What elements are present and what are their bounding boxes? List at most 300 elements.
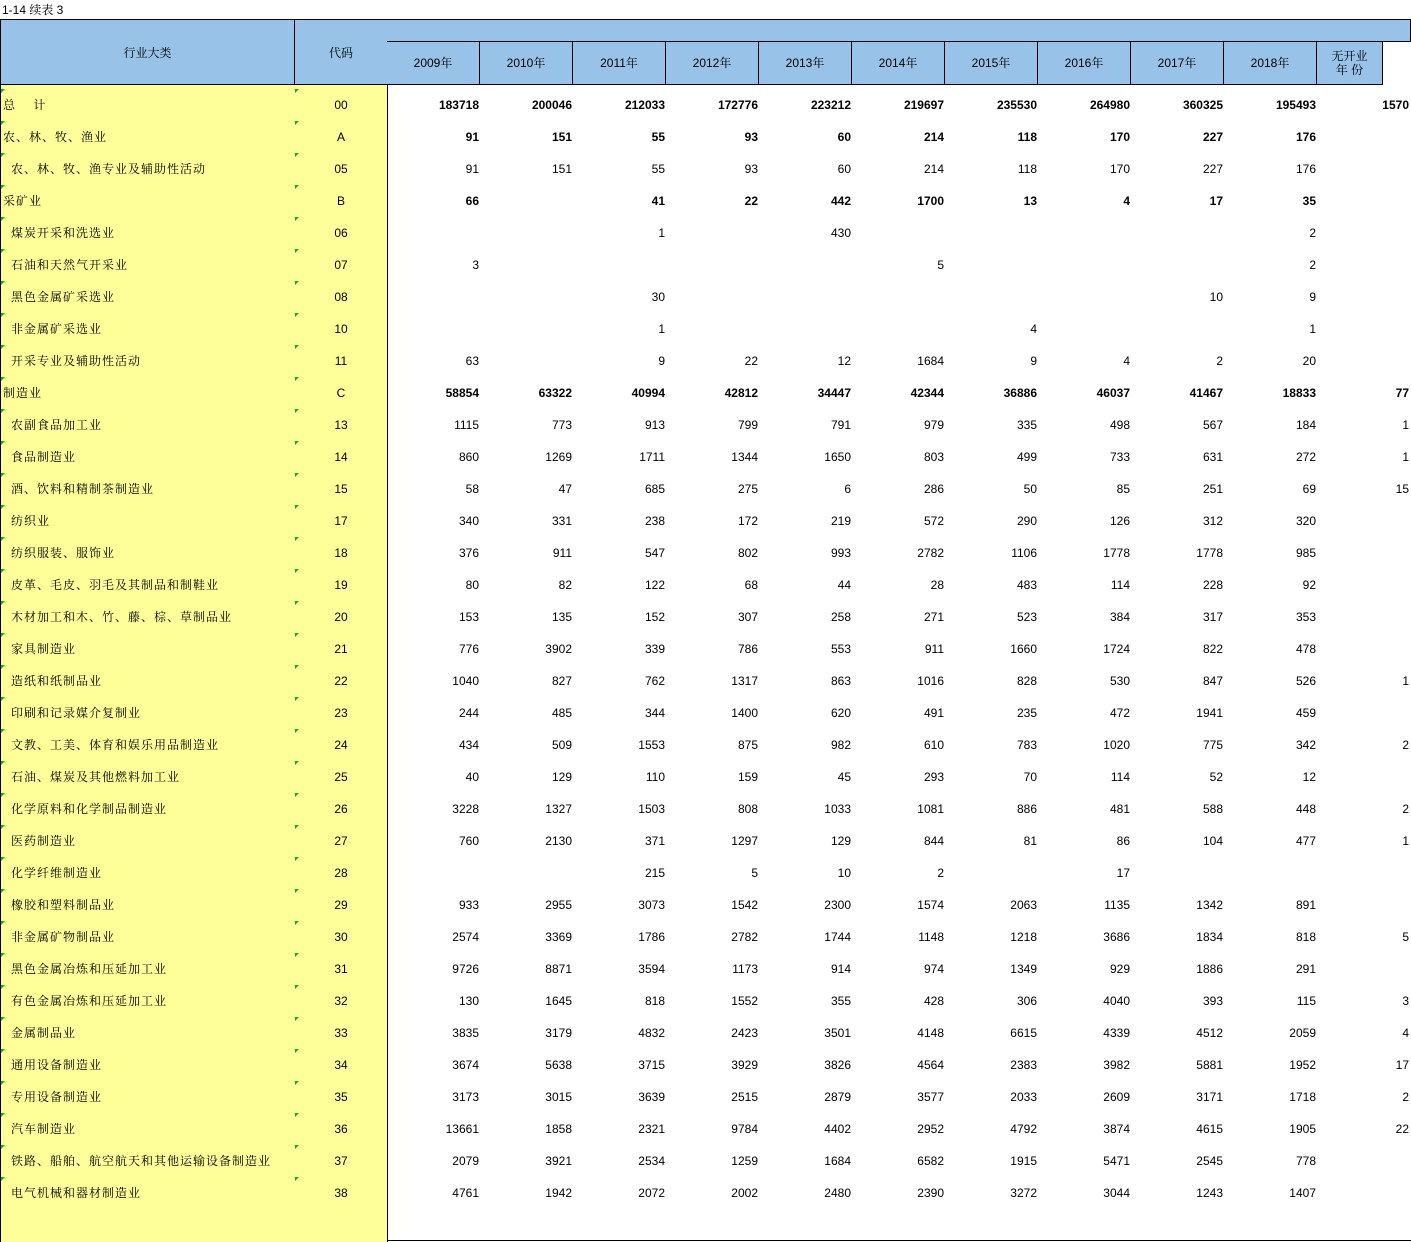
value-cell[interactable]: 22 xyxy=(744,194,758,208)
value-cell[interactable]: 2515 xyxy=(731,1090,758,1104)
value-cell[interactable]: 115 xyxy=(1296,994,1316,1008)
industry-name[interactable]: 煤炭开采和洗选业 xyxy=(11,226,116,240)
value-cell[interactable]: 55 xyxy=(651,162,665,176)
value-cell[interactable]: 799 xyxy=(737,418,758,432)
industry-code[interactable]: 10 xyxy=(334,322,348,336)
value-cell[interactable]: 264980 xyxy=(1089,98,1130,112)
value-cell[interactable]: 3173 xyxy=(452,1090,479,1104)
value-cell[interactable]: 3 xyxy=(472,258,479,272)
value-cell[interactable]: 339 xyxy=(644,642,665,656)
value-cell[interactable]: 340 xyxy=(458,514,479,528)
value-cell[interactable]: 498 xyxy=(1109,418,1130,432)
value-cell[interactable]: 306 xyxy=(1016,994,1037,1008)
value-cell[interactable]: 77 xyxy=(1395,386,1409,400)
value-cell[interactable]: 312 xyxy=(1202,514,1223,528)
value-cell[interactable]: 1 xyxy=(658,322,665,336)
value-cell[interactable]: 1 xyxy=(1402,674,1409,688)
industry-name[interactable]: 印刷和记录媒介复制业 xyxy=(11,706,142,720)
value-cell[interactable]: 219 xyxy=(830,514,851,528)
value-cell[interactable]: 1148 xyxy=(918,930,944,944)
value-cell[interactable]: 66 xyxy=(465,194,479,208)
value-cell[interactable]: 4402 xyxy=(824,1122,851,1136)
value-cell[interactable]: 244 xyxy=(458,706,479,720)
value-cell[interactable]: 1259 xyxy=(731,1154,758,1168)
industry-code[interactable]: 05 xyxy=(334,162,348,176)
value-cell[interactable]: 58854 xyxy=(445,386,479,400)
value-cell[interactable]: 783 xyxy=(1016,738,1037,752)
value-cell[interactable]: 985 xyxy=(1295,546,1316,560)
value-cell[interactable]: 631 xyxy=(1202,450,1223,464)
value-cell[interactable]: 9726 xyxy=(452,962,479,976)
industry-name[interactable]: 化学原料和化学制品制造业 xyxy=(11,802,168,816)
industry-name[interactable]: 橡胶和塑料制品业 xyxy=(11,898,116,912)
value-cell[interactable]: 214 xyxy=(923,130,944,144)
value-cell[interactable]: 80 xyxy=(465,578,479,592)
industry-code[interactable]: 26 xyxy=(334,802,348,816)
industry-code[interactable]: 32 xyxy=(334,994,348,1008)
value-cell[interactable]: 344 xyxy=(644,706,665,720)
value-cell[interactable]: 3501 xyxy=(824,1026,851,1040)
value-cell[interactable]: 4512 xyxy=(1196,1026,1223,1040)
value-cell[interactable]: 9 xyxy=(658,354,665,368)
value-cell[interactable]: 275 xyxy=(737,482,758,496)
value-cell[interactable]: 803 xyxy=(923,450,944,464)
value-cell[interactable]: 172 xyxy=(737,514,758,528)
value-cell[interactable]: 228 xyxy=(1202,578,1223,592)
value-cell[interactable]: 1660 xyxy=(1010,642,1037,656)
value-cell[interactable]: 1297 xyxy=(731,834,758,848)
industry-name[interactable]: 有色金属冶炼和压延加工业 xyxy=(11,994,168,1008)
value-cell[interactable]: 2390 xyxy=(917,1186,944,1200)
header-year[interactable]: 2015年 xyxy=(945,41,1038,85)
industry-name[interactable]: 造纸和纸制品业 xyxy=(11,674,103,688)
value-cell[interactable]: 4564 xyxy=(917,1058,944,1072)
header-year[interactable]: 2012年 xyxy=(666,41,759,85)
industry-code[interactable]: 21 xyxy=(334,642,348,656)
value-cell[interactable]: 886 xyxy=(1016,802,1037,816)
value-cell[interactable]: 92 xyxy=(1302,578,1316,592)
value-cell[interactable]: 335 xyxy=(1016,418,1037,432)
value-cell[interactable]: 3171 xyxy=(1196,1090,1223,1104)
value-cell[interactable]: 2 xyxy=(1402,738,1409,752)
header-year[interactable]: 2018年 xyxy=(1224,41,1317,85)
value-cell[interactable]: 2782 xyxy=(731,930,758,944)
value-cell[interactable]: 85 xyxy=(1116,482,1130,496)
industry-name[interactable]: 非金属矿物制品业 xyxy=(11,930,116,944)
header-year[interactable]: 2014年 xyxy=(852,41,945,85)
value-cell[interactable]: 1 xyxy=(1402,834,1409,848)
industry-name[interactable]: 医药制造业 xyxy=(11,834,77,848)
industry-code[interactable]: 25 xyxy=(334,770,348,784)
value-cell[interactable]: 3826 xyxy=(824,1058,851,1072)
value-cell[interactable]: 459 xyxy=(1295,706,1316,720)
value-cell[interactable]: 974 xyxy=(923,962,944,976)
value-cell[interactable]: 2 xyxy=(1402,1090,1409,1104)
industry-name[interactable]: 食品制造业 xyxy=(11,450,77,464)
value-cell[interactable]: 2955 xyxy=(545,898,572,912)
industry-code[interactable]: 36 xyxy=(334,1122,348,1136)
industry-code[interactable]: B xyxy=(336,194,345,208)
value-cell[interactable]: 2 xyxy=(1216,354,1223,368)
value-cell[interactable]: 911 xyxy=(552,546,572,560)
value-cell[interactable]: 3015 xyxy=(545,1090,572,1104)
industry-name[interactable]: 通用设备制造业 xyxy=(11,1058,103,1072)
industry-name[interactable]: 采矿业 xyxy=(3,194,43,208)
value-cell[interactable]: 286 xyxy=(923,482,944,496)
value-cell[interactable]: 60 xyxy=(837,130,851,144)
value-cell[interactable]: 331 xyxy=(551,514,572,528)
value-cell[interactable]: 60 xyxy=(837,162,851,176)
value-cell[interactable]: 1 xyxy=(1309,322,1316,336)
value-cell[interactable]: 2 xyxy=(1402,802,1409,816)
industry-name[interactable]: 石油和天然气开采业 xyxy=(11,258,129,272)
value-cell[interactable]: 791 xyxy=(830,418,851,432)
industry-code[interactable]: 37 xyxy=(334,1154,348,1168)
value-cell[interactable]: 69 xyxy=(1302,482,1316,496)
header-year[interactable]: 2016年 xyxy=(1038,41,1131,85)
industry-name[interactable]: 木材加工和木、竹、藤、棕、草制品业 xyxy=(11,610,233,624)
value-cell[interactable]: 2609 xyxy=(1103,1090,1130,1104)
value-cell[interactable]: 1858 xyxy=(545,1122,572,1136)
industry-name[interactable]: 农副食品加工业 xyxy=(11,418,103,432)
value-cell[interactable]: 52 xyxy=(1209,770,1223,784)
industry-code[interactable]: 14 xyxy=(334,450,348,464)
value-cell[interactable]: 122 xyxy=(644,578,665,592)
value-cell[interactable]: 271 xyxy=(923,610,944,624)
value-cell[interactable]: 5471 xyxy=(1103,1154,1130,1168)
value-cell[interactable]: 982 xyxy=(830,738,851,752)
value-cell[interactable]: 2063 xyxy=(1010,898,1037,912)
industry-code[interactable]: 00 xyxy=(334,98,348,112)
industry-code[interactable]: 31 xyxy=(334,962,348,976)
industry-name[interactable]: 制造业 xyxy=(3,386,43,400)
value-cell[interactable]: 1033 xyxy=(824,802,851,816)
value-cell[interactable]: 9 xyxy=(1309,290,1316,304)
value-cell[interactable]: 1552 xyxy=(731,994,758,1008)
value-cell[interactable]: 195493 xyxy=(1275,98,1316,112)
industry-code[interactable]: 17 xyxy=(334,514,348,528)
industry-name[interactable]: 总 计 xyxy=(3,98,47,112)
value-cell[interactable]: 135 xyxy=(551,610,572,624)
value-cell[interactable]: 28 xyxy=(930,578,944,592)
value-cell[interactable]: 2033 xyxy=(1010,1090,1037,1104)
value-cell[interactable]: 1744 xyxy=(824,930,851,944)
header-industry[interactable] xyxy=(0,19,295,85)
value-cell[interactable]: 1542 xyxy=(731,898,758,912)
value-cell[interactable]: 1778 xyxy=(1196,546,1223,560)
value-cell[interactable]: 3835 xyxy=(452,1026,479,1040)
value-cell[interactable]: 20 xyxy=(1302,354,1316,368)
value-cell[interactable]: 1941 xyxy=(1196,706,1223,720)
value-cell[interactable]: 9 xyxy=(1030,354,1037,368)
value-cell[interactable]: 3594 xyxy=(638,962,665,976)
value-cell[interactable]: 214 xyxy=(923,162,944,176)
header-year[interactable]: 2017年 xyxy=(1131,41,1224,85)
value-cell[interactable]: 63322 xyxy=(538,386,572,400)
value-cell[interactable]: 153 xyxy=(458,610,479,624)
value-cell[interactable]: 223212 xyxy=(810,98,851,112)
value-cell[interactable]: 572 xyxy=(923,514,944,528)
industry-code[interactable]: 22 xyxy=(334,674,348,688)
value-cell[interactable]: 1915 xyxy=(1010,1154,1037,1168)
value-cell[interactable]: 170 xyxy=(1109,130,1130,144)
value-cell[interactable]: 42344 xyxy=(910,386,944,400)
value-cell[interactable]: 227 xyxy=(1202,130,1223,144)
value-cell[interactable]: 588 xyxy=(1202,802,1223,816)
value-cell[interactable]: 1886 xyxy=(1196,962,1223,976)
value-cell[interactable]: 35 xyxy=(1302,194,1316,208)
value-cell[interactable]: 2574 xyxy=(452,930,479,944)
value-cell[interactable]: 70 xyxy=(1023,770,1037,784)
value-cell[interactable]: 914 xyxy=(830,962,851,976)
industry-code[interactable]: 11 xyxy=(334,354,348,368)
value-cell[interactable]: 251 xyxy=(1202,482,1223,496)
value-cell[interactable]: 118 xyxy=(1017,130,1037,144)
industry-name[interactable]: 专用设备制造业 xyxy=(11,1090,103,1104)
value-cell[interactable]: 6615 xyxy=(1010,1026,1037,1040)
value-cell[interactable]: 2 xyxy=(1309,226,1316,240)
value-cell[interactable]: 428 xyxy=(923,994,944,1008)
value-cell[interactable]: 1711 xyxy=(639,450,665,464)
industry-code[interactable]: 28 xyxy=(334,866,348,880)
value-cell[interactable]: 5 xyxy=(937,258,944,272)
value-cell[interactable]: 1718 xyxy=(1289,1090,1316,1104)
industry-name[interactable]: 文教、工美、体育和娱乐用品制造业 xyxy=(11,738,220,752)
value-cell[interactable]: 933 xyxy=(458,898,479,912)
value-cell[interactable]: 86 xyxy=(1116,834,1130,848)
value-cell[interactable]: 2534 xyxy=(638,1154,665,1168)
value-cell[interactable]: 775 xyxy=(1202,738,1223,752)
value-cell[interactable]: 8871 xyxy=(545,962,572,976)
value-cell[interactable]: 1400 xyxy=(731,706,758,720)
value-cell[interactable]: 272 xyxy=(1295,450,1316,464)
value-cell[interactable]: 110 xyxy=(645,770,665,784)
value-cell[interactable]: 863 xyxy=(830,674,851,688)
value-cell[interactable]: 1724 xyxy=(1103,642,1130,656)
value-cell[interactable]: 6582 xyxy=(917,1154,944,1168)
industry-code[interactable]: 18 xyxy=(334,546,348,560)
value-cell[interactable]: 91 xyxy=(465,162,479,176)
value-cell[interactable]: 17 xyxy=(1209,194,1223,208)
value-cell[interactable]: 13 xyxy=(1023,194,1037,208)
value-cell[interactable]: 483 xyxy=(1016,578,1037,592)
value-cell[interactable]: 12 xyxy=(837,354,851,368)
value-cell[interactable]: 2 xyxy=(937,866,944,880)
value-cell[interactable]: 13661 xyxy=(445,1122,479,1136)
value-cell[interactable]: 46037 xyxy=(1096,386,1130,400)
value-cell[interactable]: 526 xyxy=(1295,674,1316,688)
value-cell[interactable]: 567 xyxy=(1202,418,1223,432)
value-cell[interactable]: 355 xyxy=(830,994,851,1008)
value-cell[interactable]: 1952 xyxy=(1289,1058,1316,1072)
value-cell[interactable]: 773 xyxy=(551,418,572,432)
industry-name[interactable]: 金属制品业 xyxy=(11,1026,77,1040)
value-cell[interactable]: 481 xyxy=(1109,802,1130,816)
industry-name[interactable]: 酒、饮料和精制茶制造业 xyxy=(11,482,155,496)
value-cell[interactable]: 184 xyxy=(1295,418,1316,432)
value-cell[interactable]: 4 xyxy=(1402,1026,1409,1040)
value-cell[interactable]: 891 xyxy=(1295,898,1316,912)
industry-code[interactable]: 33 xyxy=(334,1026,348,1040)
value-cell[interactable]: 1115 xyxy=(454,418,479,432)
value-cell[interactable]: 685 xyxy=(644,482,665,496)
industry-name[interactable]: 农、林、牧、渔业 xyxy=(3,130,108,144)
value-cell[interactable]: 47 xyxy=(558,482,572,496)
industry-name[interactable]: 皮革、毛皮、羽毛及其制品和制鞋业 xyxy=(11,578,220,592)
industry-code[interactable]: 23 xyxy=(334,706,348,720)
value-cell[interactable]: 1684 xyxy=(824,1154,851,1168)
value-cell[interactable]: 50 xyxy=(1023,482,1037,496)
value-cell[interactable]: 3982 xyxy=(1103,1058,1130,1072)
industry-name[interactable]: 黑色金属矿采选业 xyxy=(11,290,116,304)
value-cell[interactable]: 434 xyxy=(458,738,479,752)
value-cell[interactable]: 530 xyxy=(1109,674,1130,688)
value-cell[interactable]: 818 xyxy=(1295,930,1316,944)
industry-code[interactable]: 38 xyxy=(334,1186,348,1200)
value-cell[interactable]: 34447 xyxy=(817,386,851,400)
value-cell[interactable]: 238 xyxy=(644,514,665,528)
value-cell[interactable]: 1106 xyxy=(1011,546,1037,560)
industry-code[interactable]: A xyxy=(336,130,345,144)
value-cell[interactable]: 4 xyxy=(1030,322,1037,336)
value-cell[interactable]: 1645 xyxy=(545,994,572,1008)
value-cell[interactable]: 130 xyxy=(458,994,479,1008)
value-cell[interactable]: 293 xyxy=(923,770,944,784)
value-cell[interactable]: 620 xyxy=(830,706,851,720)
value-cell[interactable]: 1570 xyxy=(1382,98,1409,112)
value-cell[interactable]: 17 xyxy=(1116,866,1130,880)
value-cell[interactable]: 258 xyxy=(830,610,851,624)
value-cell[interactable]: 2002 xyxy=(731,1186,758,1200)
value-cell[interactable]: 844 xyxy=(923,834,944,848)
value-cell[interactable]: 778 xyxy=(1295,1154,1316,1168)
value-cell[interactable]: 129 xyxy=(830,834,851,848)
value-cell[interactable]: 129 xyxy=(551,770,572,784)
value-cell[interactable]: 979 xyxy=(923,418,944,432)
industry-code[interactable]: 27 xyxy=(334,834,348,848)
value-cell[interactable]: 1 xyxy=(658,226,665,240)
value-cell[interactable]: 818 xyxy=(644,994,665,1008)
value-cell[interactable]: 802 xyxy=(737,546,758,560)
value-cell[interactable]: 183718 xyxy=(438,98,479,112)
value-cell[interactable]: 4615 xyxy=(1196,1122,1223,1136)
value-cell[interactable]: 3639 xyxy=(638,1090,665,1104)
value-cell[interactable]: 41467 xyxy=(1189,386,1223,400)
header-no-year[interactable]: 无开业 年 份 xyxy=(1317,41,1383,85)
value-cell[interactable]: 6 xyxy=(844,482,851,496)
value-cell[interactable]: 911 xyxy=(924,642,944,656)
value-cell[interactable]: 126 xyxy=(1109,514,1130,528)
value-cell[interactable]: 786 xyxy=(737,642,758,656)
value-cell[interactable]: 235 xyxy=(1016,706,1037,720)
value-cell[interactable]: 448 xyxy=(1295,802,1316,816)
value-cell[interactable]: 342 xyxy=(1295,738,1316,752)
value-cell[interactable]: 104 xyxy=(1202,834,1223,848)
value-cell[interactable]: 114 xyxy=(1110,578,1130,592)
value-cell[interactable]: 3369 xyxy=(545,930,572,944)
industry-code[interactable]: 34 xyxy=(334,1058,348,1072)
value-cell[interactable]: 2782 xyxy=(917,546,944,560)
value-cell[interactable]: 5 xyxy=(751,866,758,880)
value-cell[interactable]: 1016 xyxy=(917,674,944,688)
value-cell[interactable]: 384 xyxy=(1109,610,1130,624)
value-cell[interactable]: 472 xyxy=(1109,706,1130,720)
value-cell[interactable]: 1786 xyxy=(638,930,665,944)
value-cell[interactable]: 2879 xyxy=(824,1090,851,1104)
industry-name[interactable]: 化学纤维制造业 xyxy=(11,866,103,880)
industry-code[interactable]: 20 xyxy=(334,610,348,624)
value-cell[interactable]: 1040 xyxy=(452,674,479,688)
value-cell[interactable]: 477 xyxy=(1295,834,1316,848)
value-cell[interactable]: 3674 xyxy=(452,1058,479,1072)
value-cell[interactable]: 929 xyxy=(1109,962,1130,976)
value-cell[interactable]: 45 xyxy=(837,770,851,784)
industry-code[interactable]: 24 xyxy=(334,738,348,752)
value-cell[interactable]: 22 xyxy=(744,354,758,368)
value-cell[interactable]: 1700 xyxy=(917,194,944,208)
value-cell[interactable]: 68 xyxy=(744,578,758,592)
value-cell[interactable]: 172776 xyxy=(717,98,758,112)
value-cell[interactable]: 1135 xyxy=(1104,898,1130,912)
industry-code[interactable]: 15 xyxy=(334,482,348,496)
value-cell[interactable]: 2130 xyxy=(545,834,572,848)
value-cell[interactable]: 1173 xyxy=(732,962,758,976)
value-cell[interactable]: 360325 xyxy=(1182,98,1223,112)
value-cell[interactable]: 3715 xyxy=(638,1058,665,1072)
value-cell[interactable]: 1344 xyxy=(731,450,758,464)
value-cell[interactable]: 93 xyxy=(744,130,758,144)
value-cell[interactable]: 15 xyxy=(1395,482,1409,496)
value-cell[interactable]: 1 xyxy=(1402,450,1409,464)
value-cell[interactable]: 152 xyxy=(644,610,665,624)
value-cell[interactable]: 227 xyxy=(1202,162,1223,176)
industry-code[interactable]: 07 xyxy=(334,258,348,272)
industry-name[interactable]: 家具制造业 xyxy=(11,642,77,656)
value-cell[interactable]: 860 xyxy=(458,450,479,464)
value-cell[interactable]: 485 xyxy=(551,706,572,720)
value-cell[interactable]: 847 xyxy=(1202,674,1223,688)
value-cell[interactable]: 3929 xyxy=(731,1058,758,1072)
value-cell[interactable]: 4 xyxy=(1123,194,1130,208)
value-cell[interactable]: 509 xyxy=(551,738,572,752)
value-cell[interactable]: 3577 xyxy=(917,1090,944,1104)
industry-name[interactable]: 电气机械和器材制造业 xyxy=(11,1186,142,1200)
value-cell[interactable]: 1778 xyxy=(1103,546,1130,560)
value-cell[interactable]: 151 xyxy=(551,162,572,176)
value-cell[interactable]: 9784 xyxy=(731,1122,758,1136)
industry-name[interactable]: 黑色金属冶炼和压延加工业 xyxy=(11,962,168,976)
value-cell[interactable]: 93 xyxy=(744,162,758,176)
value-cell[interactable]: 760 xyxy=(458,834,479,848)
value-cell[interactable]: 371 xyxy=(644,834,665,848)
value-cell[interactable]: 5881 xyxy=(1196,1058,1223,1072)
industry-code[interactable]: 13 xyxy=(334,418,348,432)
value-cell[interactable]: 547 xyxy=(644,546,665,560)
value-cell[interactable]: 1834 xyxy=(1196,930,1223,944)
value-cell[interactable]: 553 xyxy=(830,642,851,656)
value-cell[interactable]: 18833 xyxy=(1282,386,1316,400)
value-cell[interactable]: 1 xyxy=(1402,418,1409,432)
value-cell[interactable]: 733 xyxy=(1109,450,1130,464)
value-cell[interactable]: 3874 xyxy=(1103,1122,1130,1136)
value-cell[interactable]: 3686 xyxy=(1103,930,1130,944)
value-cell[interactable]: 118 xyxy=(1017,162,1037,176)
value-cell[interactable]: 1020 xyxy=(1103,738,1130,752)
value-cell[interactable]: 499 xyxy=(1016,450,1037,464)
value-cell[interactable]: 5 xyxy=(1402,930,1409,944)
value-cell[interactable]: 176 xyxy=(1295,130,1316,144)
value-cell[interactable]: 1269 xyxy=(545,450,572,464)
